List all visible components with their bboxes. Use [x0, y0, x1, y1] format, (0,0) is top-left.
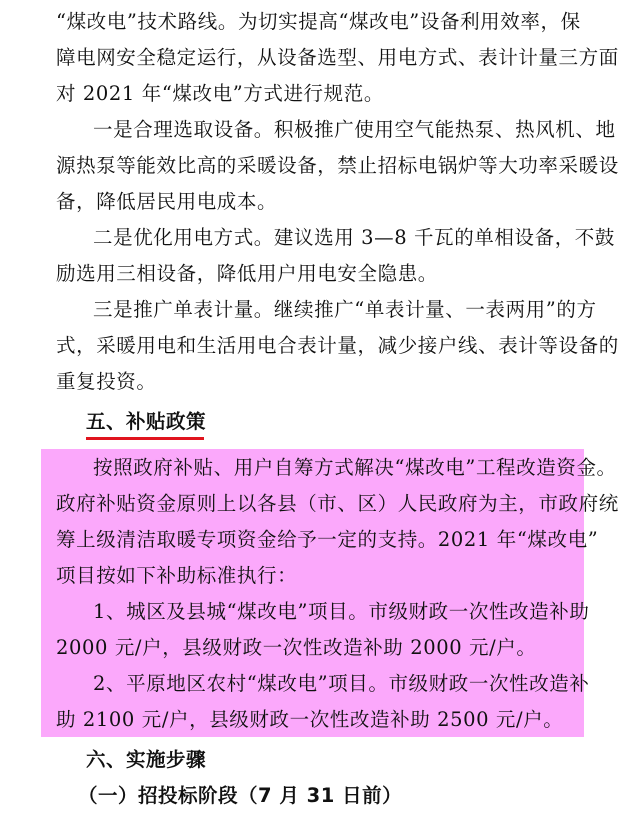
paragraph-line: 按照政府补贴、用户自筹方式解决“煤改电”工程改造资金。 [93, 456, 617, 479]
section-5-heading-underline [86, 437, 204, 440]
paragraph-line: 二是优化用电方式。建议选用 3—8 千瓦的单相设备，不鼓 [93, 226, 616, 249]
paragraph-line: 对 2021 年“煤改电”方式进行规范。 [56, 82, 384, 105]
paragraph-line: 项目按如下补助标准执行： [56, 564, 298, 587]
paragraph-line: 政府补贴资金原则上以各县（市、区）人民政府为主，市政府统 [56, 492, 619, 515]
paragraph-line: 2、平原地区农村“煤改电”项目。市级财政一次性改造补 [93, 672, 590, 695]
paragraph-line: 重复投资。 [56, 370, 157, 393]
paragraph-line: 源热泵等能效比高的采暖设备，禁止招标电锅炉等大功率采暖设 [56, 154, 619, 177]
paragraph-line: “煤改电”技术路线。为切实提高“煤改电”设备利用效率，保 [56, 10, 581, 33]
paragraph-line: 励选用三相设备，降低用户用电安全隐患。 [56, 262, 438, 285]
paragraph-line: 三是推广单表计量。继续推广“单表计量、一表两用”的方 [93, 298, 597, 321]
paragraph-line: 式，采暖用电和生活用电合表计量，减少接户线、表计等设备的 [56, 334, 619, 357]
paragraph-line: 一是合理选取设备。积极推广使用空气能热泵、热风机、地 [93, 118, 616, 141]
paragraph-line: 筹上级清洁取暖专项资金给予一定的支持。2021 年“煤改电” [56, 528, 599, 551]
section-6-heading: 六、实施步骤 [86, 748, 207, 771]
paragraph-line: 障电网安全稳定运行，从设备选型、用电方式、表计计量三方面 [56, 46, 619, 69]
subsection-1-heading: （一）招投标阶段（7 月 31 日前） [78, 784, 403, 807]
section-5-heading: 五、补贴政策 [86, 410, 207, 433]
paragraph-line: 2000 元/户，县级财政一次性改造补助 2000 元/户。 [56, 636, 537, 659]
paragraph-line: 1、城区及县城“煤改电”项目。市级财政一次性改造补助 [93, 600, 590, 623]
paragraph-line: 备，降低居民用电成本。 [56, 190, 278, 213]
paragraph-line: 助 2100 元/户，县级财政一次性改造补助 2500 元/户。 [56, 708, 564, 731]
